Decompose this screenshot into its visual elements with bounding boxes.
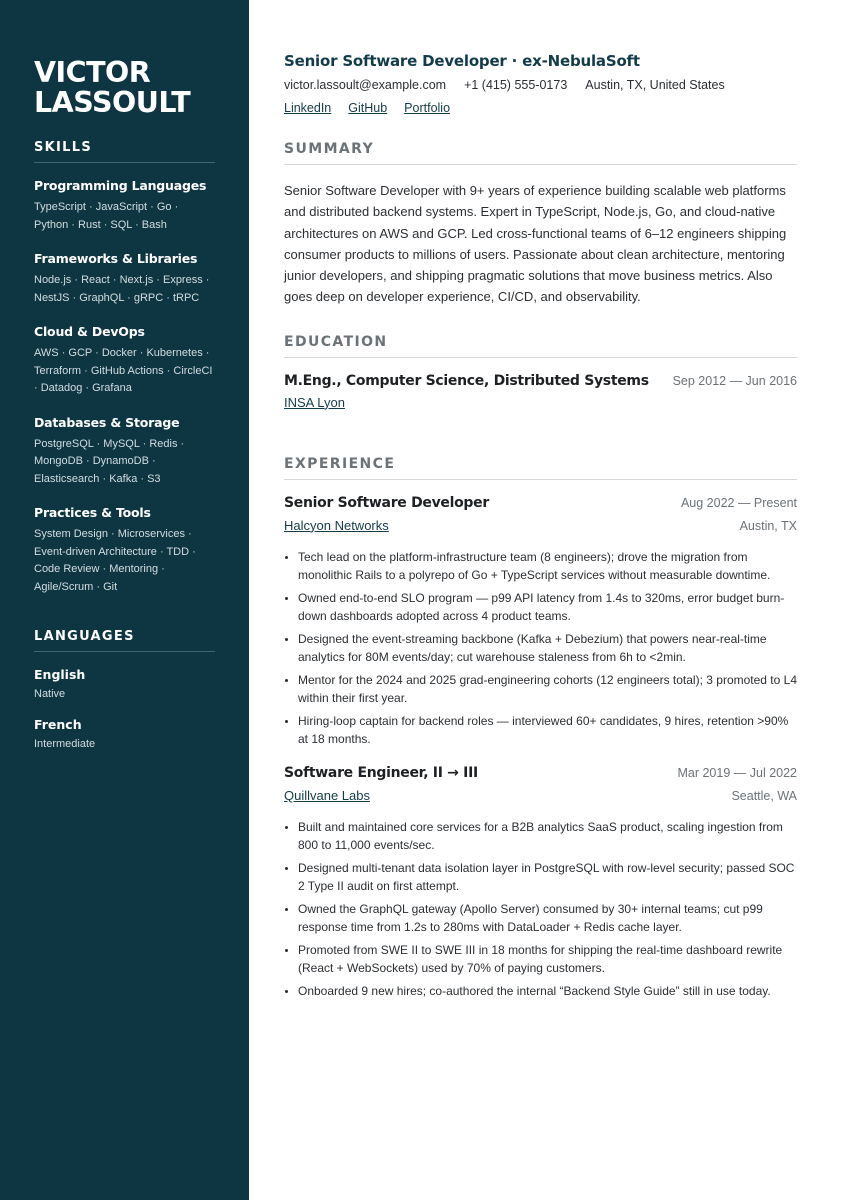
skill-group-title: Databases & Storage [34, 414, 180, 430]
skill-group [34, 178, 215, 234]
languages-heading: LANGUAGES [34, 629, 215, 652]
skill-group-title: Frameworks & Libraries [34, 251, 198, 266]
portfolio-link[interactable]: Portfolio [404, 101, 451, 115]
summary-heading: SUMMARY [284, 141, 797, 165]
job-dates: Aug 2022 — Present [680, 495, 797, 510]
contact-line [284, 78, 797, 92]
bullet-item: Built and maintained core services for a B2B analytics SaaS product, scaling ingestion from 800 to 11,000 events/sec. [284, 818, 797, 855]
job-bullets [284, 818, 797, 1001]
job-location: Austin, TX [739, 518, 797, 533]
location: Austin, TX, United States [585, 78, 725, 92]
skill-group [34, 505, 215, 596]
bullet-item: Promoted from SWE II to SWE III in 18 months for shipping the real-time dashboard rewrite (React + WebSockets) used by 70% of paying customers. [284, 941, 797, 978]
skill-group [34, 251, 215, 307]
job-dates: Mar 2019 — Jul 2022 [677, 765, 797, 780]
bullet-item: Hiring-loop captain for backend roles — interviewed 60+ candidates, 9 hires, retention >90% at 18 months. [284, 712, 797, 749]
bullet-item: Designed multi-tenant data isolation layer in PostgreSQL with row-level security; passed SOC 2 Type II audit on first attempt. [284, 859, 797, 896]
job-title: Software Engineer, II → III [284, 764, 478, 781]
bullet-item: Owned the GraphQL gateway (Apollo Server) consumed by 30+ internal teams; cut p99 response time from 1.2s to 280ms with DataLoader + Redis cache layer. [284, 900, 797, 937]
job-entry [284, 495, 797, 749]
headline: Senior Software Developer · ex-NebulaSoft [284, 52, 640, 70]
summary-text: Senior Software Developer with 9+ years of experience building scalable web platforms and distributed backend systems. Expert in TypeScript, Node.js, Go, and cloud-native architectures on AWS and GCP. Led cross-functional teams of 6–12 engineers shipping consumer products to millions of users. Passionate about clean architecture, mentoring junior developers, and shipping pragmatic solutions that move business metrics. Also goes deep on developer experience, CI/CD, and observability. [284, 183, 787, 305]
profile-links [284, 101, 797, 115]
language-level: Intermediate [34, 738, 96, 750]
education-heading: EDUCATION [284, 334, 797, 358]
skills-heading: SKILLS [34, 140, 215, 163]
experience-heading: EXPERIENCE [284, 456, 797, 480]
sidebar [0, 0, 249, 1200]
company-link[interactable]: Halcyon Networks [284, 517, 389, 533]
bullet-item: Onboarded 9 new hires; co-authored the internal “Backend Style Guide” still in use today. [284, 982, 797, 1001]
job-entry [284, 765, 797, 1001]
last-name: LASSOULT [34, 86, 191, 119]
job-location: Seattle, WA [731, 788, 797, 803]
job-title: Senior Software Developer [284, 494, 489, 511]
candidate-name [34, 58, 215, 118]
language-item [34, 717, 215, 750]
phone: +1 (415) 555-0173 [464, 78, 568, 92]
language-name: French [34, 717, 82, 732]
bullet-item: Mentor for the 2024 and 2025 grad-engineering cohorts (12 engineers total); 3 promoted to L4 within their first year. [284, 671, 797, 708]
language-item [34, 667, 215, 700]
education-entry [284, 373, 797, 410]
skill-group-title: Programming Languages [34, 178, 207, 193]
skill-group-items: Node.js · React · Next.js · Express · NestJS · GraphQL · gRPC · tRPC [34, 274, 210, 304]
company-link[interactable]: Quillvane Labs [284, 787, 370, 803]
bullet-item: Owned end-to-end SLO program — p99 API latency from 1.4s to 320ms, error budget burn-down dashboards adopted across 4 product teams. [284, 589, 797, 626]
language-name: English [34, 667, 86, 682]
skill-group-title: Practices & Tools [34, 505, 151, 520]
bullet-item: Designed the event-streaming backbone (Kafka + Debezium) that powers near-real-time analytics for 80M events/day; cut warehouse staleness from 6h to <2min. [284, 630, 797, 667]
skill-group [34, 324, 215, 398]
email[interactable]: victor.lassoult@example.com [284, 78, 447, 92]
school-link[interactable]: INSA Lyon [284, 394, 345, 410]
bullet-item: Tech lead on the platform-infrastructure team (8 engineers); drove the migration from monolithic Rails to a polyrepo of Go + TypeScript services without measurable downtime. [284, 548, 797, 585]
github-link[interactable]: GitHub [348, 101, 388, 115]
skill-group-items: TypeScript · JavaScript · Go · Python · Rust · SQL · Bash [34, 201, 179, 231]
skill-group-items: AWS · GCP · Docker · Kubernetes · Terraform · GitHub Actions · CircleCI · Datadog · Grafana [34, 347, 213, 394]
skill-group [34, 415, 215, 489]
skill-group-items: PostgreSQL · MySQL · Redis · MongoDB · DynamoDB · Elasticsearch · Kafka · S3 [34, 437, 185, 485]
skill-group-items: System Design · Microservices · Event-driven Architecture · TDD · Code Review · Mentoring · Agile/Scrum · Git [34, 528, 196, 593]
linkedin-link[interactable]: LinkedIn [284, 101, 332, 115]
language-level: Native [34, 688, 66, 700]
education-dates: Sep 2012 — Jun 2016 [672, 373, 797, 388]
skill-group-title: Cloud & DevOps [34, 324, 145, 339]
main-content [284, 52, 797, 1016]
degree: M.Eng., Computer Science, Distributed Systems [284, 372, 649, 389]
first-name: VICTOR [34, 56, 151, 89]
job-bullets [284, 548, 797, 749]
